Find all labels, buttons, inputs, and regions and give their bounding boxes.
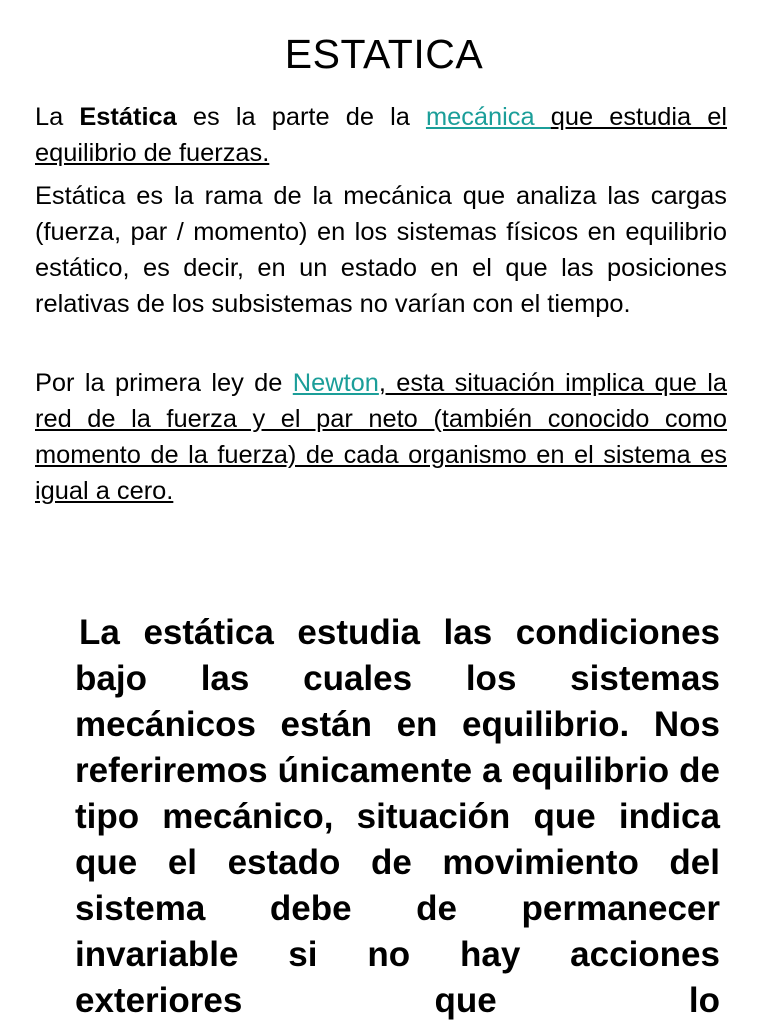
link-mecanica[interactable]: mecánica (425, 103, 551, 131)
paragraph-newton-lead: Por la primera ley de (35, 369, 293, 397)
highlight-text: La estática estudia las condiciones bajo las cuales los sistemas mecánicos están en equilibrio. Nos referiremos únicamente a equilibrio de tipo mecánico, situación que indica que el estado de movimiento del sistema debe de permanecer invariable si no hay acciones exteriores que lo (75, 613, 720, 1020)
paragraph-definition-rest: que estudia el equilibrio de fuerzas. (35, 103, 727, 167)
term-estatica: Estática (79, 103, 177, 131)
paragraph-definition-mid: es la parte de la (176, 103, 426, 131)
paragraph-newton (35, 365, 727, 509)
paragraph-newton-rest: , esta situación implica que la red de la fuerza y el par neto (también conocido como momento de la fuerza) de cada organismo en el sistema es igual a cero. (35, 369, 728, 505)
link-newton[interactable]: Newton (292, 369, 379, 397)
paragraph-definition-lead: La (35, 103, 80, 131)
paragraph-branch: Estática es la rama de la mecánica que analiza las cargas (fuerza, par / momento) en los sistemas físicos en equilibrio estático, es decir, en un estado en el que las posiciones relativas de los subsistemas no varían con el tiempo. (35, 182, 727, 318)
page-title: ESTATICA (284, 31, 484, 77)
highlight-block (75, 610, 720, 1024)
paragraph-definition (35, 99, 727, 171)
